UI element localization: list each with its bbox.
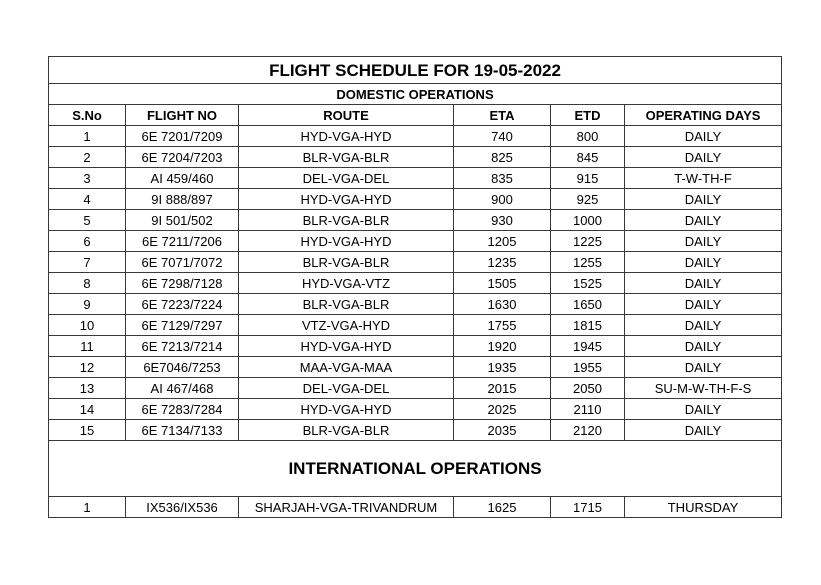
domestic-flight-row [49, 147, 782, 168]
cell-operating-days: DAILY [625, 252, 782, 273]
cell-sno: 15 [49, 420, 126, 441]
cell-route: HYD-VGA-HYD [239, 336, 454, 357]
cell-sno: 1 [49, 497, 126, 518]
cell-flight-no: 6E 7204/7203 [126, 147, 239, 168]
domestic-flight-row [49, 126, 782, 147]
cell-route: MAA-VGA-MAA [239, 357, 454, 378]
domestic-flight-row [49, 168, 782, 189]
cell-sno: 4 [49, 189, 126, 210]
cell-flight-no: 6E 7298/7128 [126, 273, 239, 294]
domestic-heading: DOMESTIC OPERATIONS [49, 84, 782, 105]
international-heading-row [49, 441, 782, 497]
international-flight-row [49, 497, 782, 518]
cell-route: HYD-VGA-HYD [239, 231, 454, 252]
cell-flight-no: 6E 7129/7297 [126, 315, 239, 336]
cell-etd: 1955 [551, 357, 625, 378]
cell-etd: 845 [551, 147, 625, 168]
cell-sno: 3 [49, 168, 126, 189]
cell-flight-no: AI 459/460 [126, 168, 239, 189]
domestic-flight-row [49, 252, 782, 273]
cell-eta: 1935 [454, 357, 551, 378]
cell-sno: 12 [49, 357, 126, 378]
cell-route: BLR-VGA-BLR [239, 147, 454, 168]
cell-eta: 1205 [454, 231, 551, 252]
domestic-flight-row [49, 336, 782, 357]
cell-eta: 835 [454, 168, 551, 189]
schedule-title: FLIGHT SCHEDULE FOR 19-05-2022 [49, 57, 782, 84]
cell-eta: 740 [454, 126, 551, 147]
cell-operating-days: DAILY [625, 231, 782, 252]
cell-route: HYD-VGA-HYD [239, 399, 454, 420]
cell-sno: 13 [49, 378, 126, 399]
cell-eta: 1920 [454, 336, 551, 357]
cell-etd: 1000 [551, 210, 625, 231]
domestic-flight-row [49, 189, 782, 210]
cell-operating-days: DAILY [625, 357, 782, 378]
cell-operating-days: T-W-TH-F [625, 168, 782, 189]
cell-eta: 930 [454, 210, 551, 231]
cell-etd: 2110 [551, 399, 625, 420]
cell-flight-no: 6E 7201/7209 [126, 126, 239, 147]
cell-eta: 2035 [454, 420, 551, 441]
cell-sno: 2 [49, 147, 126, 168]
cell-eta: 1625 [454, 497, 551, 518]
cell-etd: 800 [551, 126, 625, 147]
cell-operating-days: THURSDAY [625, 497, 782, 518]
cell-flight-no: IX536/IX536 [126, 497, 239, 518]
cell-etd: 1255 [551, 252, 625, 273]
cell-flight-no: 6E 7071/7072 [126, 252, 239, 273]
column-header-route: ROUTE [239, 105, 454, 126]
cell-flight-no: 6E 7223/7224 [126, 294, 239, 315]
cell-flight-no: 6E 7283/7284 [126, 399, 239, 420]
domestic-flight-row [49, 357, 782, 378]
domestic-flight-row [49, 378, 782, 399]
cell-eta: 1755 [454, 315, 551, 336]
cell-flight-no: 9I 501/502 [126, 210, 239, 231]
cell-operating-days: DAILY [625, 147, 782, 168]
column-header-eta: ETA [454, 105, 551, 126]
cell-eta: 1630 [454, 294, 551, 315]
cell-sno: 11 [49, 336, 126, 357]
column-header-sno: S.No [49, 105, 126, 126]
cell-sno: 1 [49, 126, 126, 147]
cell-eta: 1505 [454, 273, 551, 294]
cell-eta: 2025 [454, 399, 551, 420]
cell-etd: 925 [551, 189, 625, 210]
cell-route: HYD-VGA-HYD [239, 126, 454, 147]
cell-operating-days: DAILY [625, 336, 782, 357]
domestic-flight-row [49, 273, 782, 294]
cell-sno: 7 [49, 252, 126, 273]
cell-eta: 1235 [454, 252, 551, 273]
cell-flight-no: 9I 888/897 [126, 189, 239, 210]
column-header-operating-days: OPERATING DAYS [625, 105, 782, 126]
cell-etd: 1525 [551, 273, 625, 294]
cell-eta: 825 [454, 147, 551, 168]
column-header-etd: ETD [551, 105, 625, 126]
cell-etd: 2120 [551, 420, 625, 441]
cell-operating-days: DAILY [625, 420, 782, 441]
column-header-flight-no: FLIGHT NO [126, 105, 239, 126]
domestic-flight-row [49, 420, 782, 441]
cell-route: BLR-VGA-BLR [239, 294, 454, 315]
domestic-heading-row [49, 84, 782, 105]
cell-route: BLR-VGA-BLR [239, 210, 454, 231]
cell-route: DEL-VGA-DEL [239, 378, 454, 399]
cell-etd: 1225 [551, 231, 625, 252]
cell-eta: 2015 [454, 378, 551, 399]
cell-sno: 8 [49, 273, 126, 294]
cell-operating-days: DAILY [625, 315, 782, 336]
cell-sno: 14 [49, 399, 126, 420]
domestic-flight-row [49, 231, 782, 252]
cell-flight-no: 6E7046/7253 [126, 357, 239, 378]
domestic-flight-row [49, 399, 782, 420]
domestic-flight-row [49, 315, 782, 336]
flight-schedule-table [48, 56, 782, 518]
cell-route: HYD-VGA-VTZ [239, 273, 454, 294]
cell-route: VTZ-VGA-HYD [239, 315, 454, 336]
cell-sno: 5 [49, 210, 126, 231]
cell-flight-no: 6E 7211/7206 [126, 231, 239, 252]
cell-etd: 1945 [551, 336, 625, 357]
cell-operating-days: DAILY [625, 294, 782, 315]
cell-flight-no: 6E 7134/7133 [126, 420, 239, 441]
cell-operating-days: DAILY [625, 210, 782, 231]
cell-flight-no: 6E 7213/7214 [126, 336, 239, 357]
cell-route: DEL-VGA-DEL [239, 168, 454, 189]
cell-etd: 1815 [551, 315, 625, 336]
cell-operating-days: DAILY [625, 273, 782, 294]
column-header-row [49, 105, 782, 126]
cell-operating-days: DAILY [625, 399, 782, 420]
cell-etd: 915 [551, 168, 625, 189]
cell-operating-days: DAILY [625, 126, 782, 147]
cell-etd: 1650 [551, 294, 625, 315]
cell-eta: 900 [454, 189, 551, 210]
cell-operating-days: DAILY [625, 189, 782, 210]
domestic-flight-row [49, 294, 782, 315]
cell-route: BLR-VGA-BLR [239, 420, 454, 441]
domestic-flight-row [49, 210, 782, 231]
cell-sno: 10 [49, 315, 126, 336]
cell-route: SHARJAH-VGA-TRIVANDRUM [239, 497, 454, 518]
cell-operating-days: SU-M-W-TH-F-S [625, 378, 782, 399]
cell-etd: 1715 [551, 497, 625, 518]
cell-sno: 9 [49, 294, 126, 315]
title-row [49, 57, 782, 84]
cell-etd: 2050 [551, 378, 625, 399]
cell-flight-no: AI 467/468 [126, 378, 239, 399]
cell-sno: 6 [49, 231, 126, 252]
cell-route: BLR-VGA-BLR [239, 252, 454, 273]
international-heading: INTERNATIONAL OPERATIONS [49, 441, 782, 497]
cell-route: HYD-VGA-HYD [239, 189, 454, 210]
